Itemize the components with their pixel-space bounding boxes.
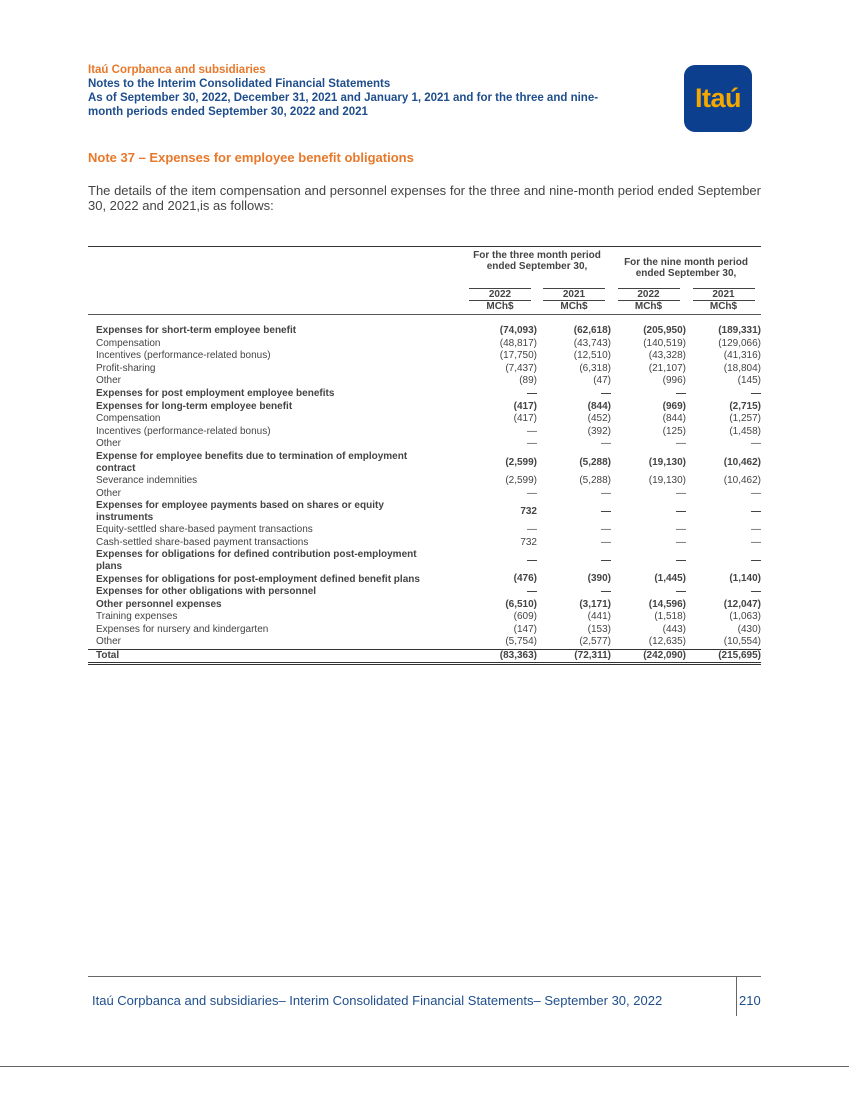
- row-value: (1,063): [729, 611, 762, 623]
- row-value: (1,140): [729, 573, 762, 585]
- row-label: Expenses for post employment employee benefits: [96, 387, 335, 399]
- table-row: [88, 586, 761, 599]
- row-label: Other: [96, 487, 122, 499]
- row-value: —: [527, 438, 537, 450]
- row-value: (392): [587, 425, 611, 437]
- year-header: 2022: [463, 286, 537, 300]
- row-value: (417): [513, 400, 537, 412]
- row-value: —: [751, 487, 762, 499]
- year-header: 2022: [611, 286, 686, 300]
- row-value: (6,318): [579, 362, 611, 374]
- row-value: —: [601, 585, 611, 597]
- row-value: —: [751, 524, 762, 536]
- row-value: (1,458): [729, 425, 762, 437]
- table-row: [88, 451, 761, 475]
- row-value: (996): [662, 375, 686, 387]
- company-name: Itaú Corpbanca and subsidiaries: [88, 64, 266, 76]
- row-value: —: [527, 425, 537, 437]
- row-label: Compensation: [96, 413, 161, 425]
- row-label: Expenses for other obligations with personnel: [96, 585, 317, 597]
- row-value: (2,715): [729, 400, 762, 412]
- row-value: —: [527, 387, 537, 399]
- row-value: —: [601, 387, 611, 399]
- row-label: Other: [96, 438, 122, 450]
- row-value: (18,804): [723, 362, 762, 374]
- row-value: (17,750): [499, 350, 537, 362]
- row-value: (205,950): [643, 325, 686, 336]
- footer-text: Itaú Corpbanca and subsidiaries– Interim Consolidated Financial Statements– September 30, 2022: [92, 993, 663, 1008]
- row-label: Incentives (performance-related bonus): [96, 425, 271, 437]
- table-row: [88, 363, 761, 376]
- row-value: (1,518): [654, 611, 686, 623]
- row-value: (147): [513, 623, 537, 635]
- row-value: (21,107): [648, 362, 686, 374]
- row-value: (6,510): [505, 598, 537, 610]
- row-value: (74,093): [499, 325, 537, 336]
- row-value: —: [676, 555, 686, 567]
- row-value: (476): [513, 573, 537, 585]
- row-value: (47): [593, 375, 611, 387]
- currency-header: MCh$: [463, 300, 537, 315]
- table-row: [88, 573, 761, 586]
- row-value: —: [527, 524, 537, 536]
- table-row: [88, 537, 761, 550]
- row-value: —: [676, 536, 686, 548]
- table-row: [88, 323, 761, 338]
- row-value: —: [601, 555, 611, 567]
- row-label: Expenses for obligations for defined contribution post-employment plans: [96, 549, 417, 573]
- table-row: [88, 388, 761, 401]
- row-value: —: [751, 585, 762, 597]
- row-value: (3,171): [579, 598, 611, 610]
- row-value: (844): [587, 400, 611, 412]
- row-label: Cash-settled share-based payment transactions: [96, 536, 309, 548]
- row-value: (145): [737, 375, 762, 387]
- row-label: Total: [88, 649, 463, 664]
- row-value: (12,635): [648, 636, 686, 648]
- row-value: —: [676, 585, 686, 597]
- row-value: —: [601, 438, 611, 450]
- table-row: [88, 488, 761, 501]
- year-header: 2021: [537, 286, 611, 300]
- row-value: (19,130): [648, 456, 686, 468]
- header-line-3: month periods ended September 30, 2022 and 2021: [88, 106, 368, 118]
- row-value: (2,577): [579, 636, 611, 648]
- row-label: Expense for employee benefits due to termination of employment contract: [96, 450, 408, 474]
- page-bottom-divider: [0, 1066, 849, 1067]
- table-row: [88, 599, 761, 612]
- row-label: Profit-sharing: [96, 362, 156, 374]
- page-number: 210: [739, 993, 761, 1008]
- row-label: Compensation: [96, 337, 161, 349]
- row-value: —: [527, 585, 537, 597]
- row-label: Other personnel expenses: [96, 598, 222, 610]
- row-value: (443): [662, 623, 686, 635]
- row-value: (153): [587, 623, 611, 635]
- table-row: [88, 524, 761, 537]
- row-label: Other: [96, 636, 122, 648]
- footer-divider: [88, 976, 761, 977]
- row-value: —: [676, 487, 686, 499]
- currency-header: MCh$: [537, 300, 611, 315]
- row-value: —: [676, 505, 686, 517]
- header-line-2: As of September 30, 2022, December 31, 2021 and January 1, 2021 and for the three and nine-: [88, 92, 599, 104]
- table-row: [88, 438, 761, 451]
- table-row: [88, 475, 761, 488]
- logo-text: Itaú: [694, 83, 741, 113]
- row-value: (12,047): [723, 598, 762, 610]
- row-value: (41,316): [723, 350, 762, 362]
- row-value: (189,331): [718, 325, 762, 336]
- row-value: (83,363): [463, 649, 537, 664]
- row-value: (48,817): [499, 337, 537, 349]
- table-row: [88, 549, 761, 573]
- row-value: (969): [662, 400, 686, 412]
- table-row: [88, 413, 761, 426]
- header-line-1: Notes to the Interim Consolidated Financial Statements: [88, 78, 391, 90]
- row-value: (89): [519, 375, 537, 387]
- row-value: (129,066): [718, 337, 762, 349]
- row-label: Equity-settled share-based payment transactions: [96, 524, 313, 536]
- row-value: —: [751, 387, 762, 399]
- row-value: (5,288): [579, 456, 611, 468]
- intro-paragraph: The details of the item compensation and personnel expenses for the three and nine-month period ended September 30, 2022 and 2021,is as follows:: [88, 183, 761, 213]
- row-value: —: [751, 438, 762, 450]
- row-value: (5,288): [579, 474, 611, 486]
- row-value: —: [601, 505, 611, 517]
- row-value: (140,519): [643, 337, 686, 349]
- row-value: (390): [587, 573, 611, 585]
- document-header: [88, 63, 658, 119]
- row-label: Expenses for short-term employee benefit: [96, 325, 297, 336]
- row-label: Other: [96, 375, 122, 387]
- total-row: [88, 649, 761, 664]
- row-value: (7,437): [505, 362, 537, 374]
- row-value: (10,462): [723, 474, 762, 486]
- row-label: Expenses for long-term employee benefit: [96, 400, 293, 412]
- row-value: 732: [520, 536, 537, 548]
- row-value: (12,510): [573, 350, 611, 362]
- row-value: (43,328): [648, 350, 686, 362]
- row-value: (2,599): [505, 474, 537, 486]
- row-value: —: [601, 524, 611, 536]
- row-label: Expenses for employee payments based on shares or equity instruments: [96, 500, 384, 524]
- table-row: [88, 401, 761, 414]
- table-row: [88, 624, 761, 637]
- row-value: —: [751, 536, 762, 548]
- year-header: 2021: [686, 286, 761, 300]
- row-value: 732: [520, 505, 537, 517]
- row-value: (2,599): [505, 456, 537, 468]
- table-row: [88, 426, 761, 439]
- row-value: —: [527, 555, 537, 567]
- row-value: (5,754): [505, 636, 537, 648]
- row-value: —: [751, 555, 762, 567]
- row-label: Expenses for nursery and kindergarten: [96, 623, 269, 635]
- row-value: (19,130): [648, 474, 686, 486]
- nine-month-group-header: For the nine month period ended September 30,: [611, 247, 761, 287]
- row-value: (125): [662, 425, 686, 437]
- row-value: (14,596): [648, 598, 686, 610]
- row-value: —: [676, 524, 686, 536]
- row-value: (844): [662, 413, 686, 425]
- row-value: —: [601, 487, 611, 499]
- row-value: (1,445): [654, 573, 686, 585]
- currency-header: MCh$: [611, 300, 686, 315]
- row-label: Incentives (performance-related bonus): [96, 350, 271, 362]
- row-value: —: [527, 487, 537, 499]
- itau-logo: [684, 65, 752, 132]
- row-label: Training expenses: [96, 611, 178, 623]
- row-value: (10,462): [723, 456, 762, 468]
- footer-vertical-divider: [736, 976, 737, 1016]
- table-row: [88, 636, 761, 649]
- row-label: Severance indemnities: [96, 474, 198, 486]
- row-value: —: [751, 505, 762, 517]
- table-row: [88, 500, 761, 524]
- table-row: [88, 350, 761, 363]
- row-value: (242,090): [611, 649, 686, 664]
- row-value: —: [676, 438, 686, 450]
- row-value: (1,257): [729, 413, 762, 425]
- note-title: Note 37 – Expenses for employee benefit obligations: [88, 150, 414, 165]
- row-value: —: [676, 387, 686, 399]
- row-value: (417): [513, 413, 537, 425]
- row-value: (609): [513, 611, 537, 623]
- table-row: [88, 338, 761, 351]
- row-value: (10,554): [723, 636, 762, 648]
- row-label: Expenses for obligations for post-employment defined benefit plans: [96, 573, 420, 585]
- expenses-table: [88, 246, 761, 665]
- row-value: (43,743): [573, 337, 611, 349]
- three-month-group-header: For the three month period ended September 30,: [463, 247, 611, 287]
- row-value: (62,618): [573, 325, 611, 336]
- row-value: (430): [737, 623, 762, 635]
- table-row: [88, 611, 761, 624]
- table-row: [88, 375, 761, 388]
- row-value: (215,695): [686, 649, 761, 664]
- row-value: (452): [587, 413, 611, 425]
- currency-header: MCh$: [686, 300, 761, 315]
- row-value: (72,311): [537, 649, 611, 664]
- row-value: (441): [587, 611, 611, 623]
- row-value: —: [601, 536, 611, 548]
